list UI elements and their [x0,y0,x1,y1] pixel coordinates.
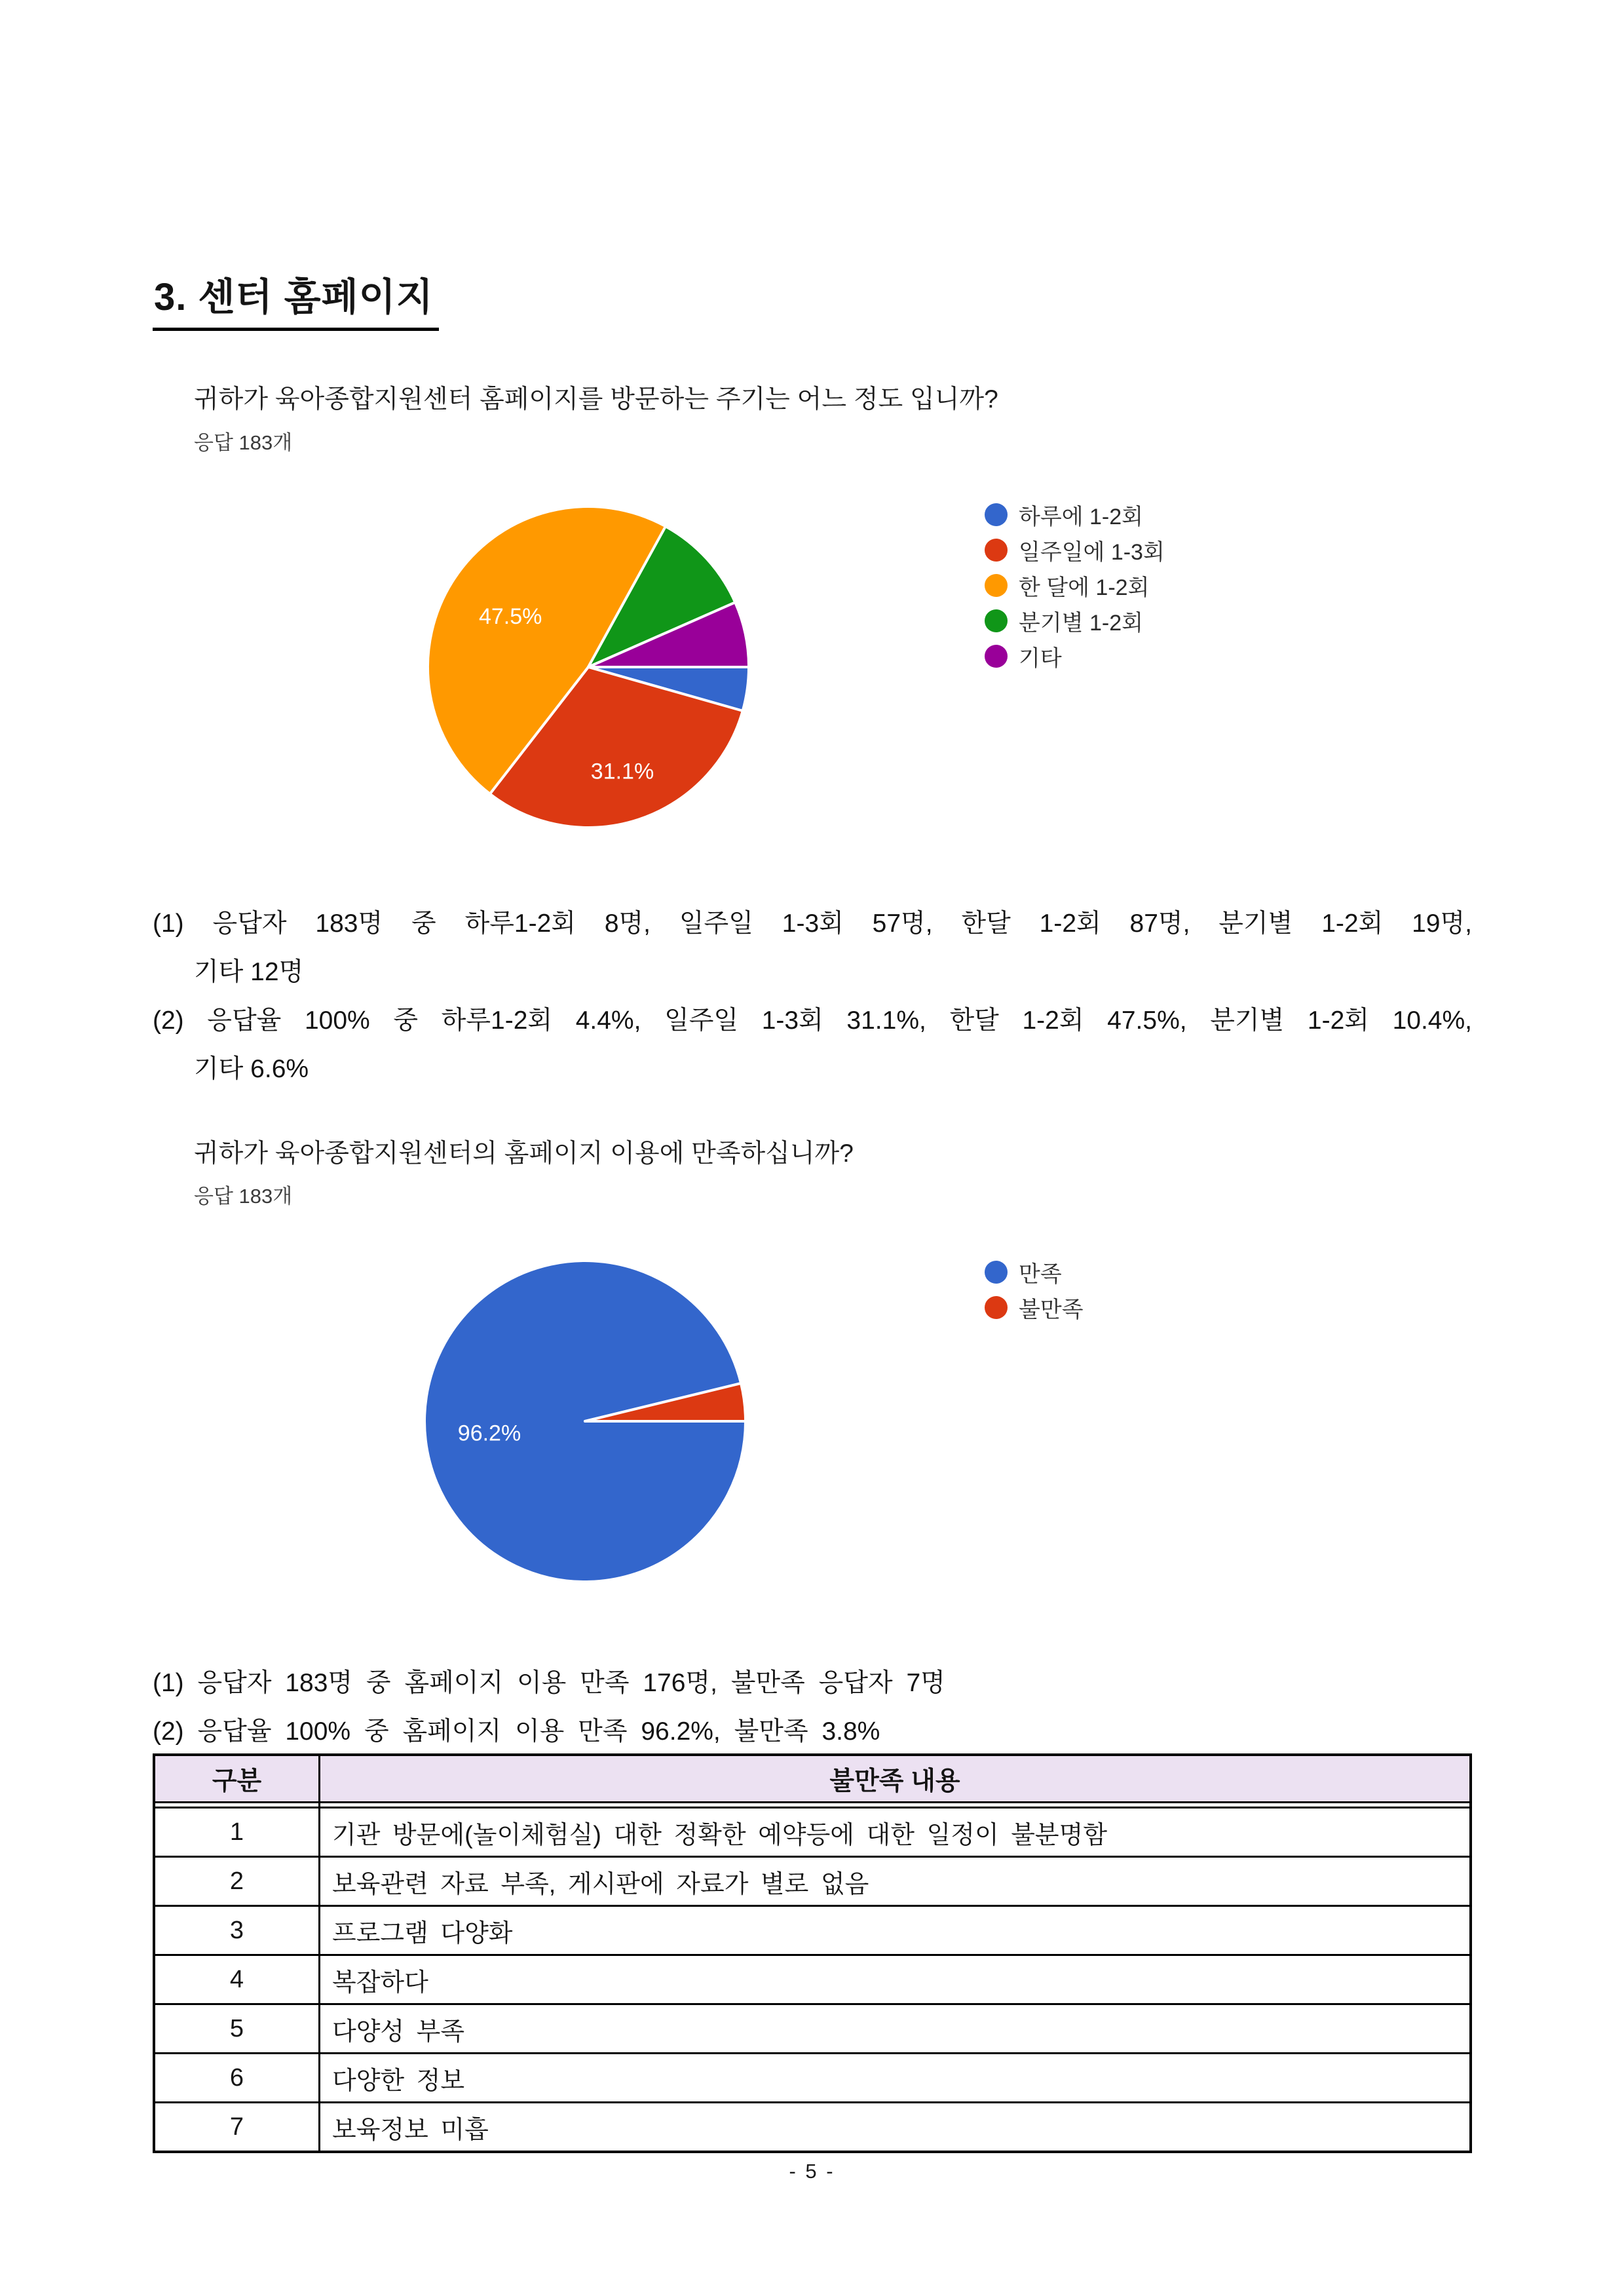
table-cell-number: 6 [154,2054,320,2103]
table-cell-content: 보육정보 미흡 [320,2103,1471,2152]
table-row [154,1857,1471,1906]
table-cell-content: 복잡하다 [320,1955,1471,2004]
table-cell-number: 4 [154,1955,320,2004]
note-line: (2) 응답율 100% 중 홈페이지 이용 만족 96.2%, 불만족 3.8% [153,1717,880,1746]
survey1-response-count: 응답 183개 [194,431,293,454]
table-row [154,2054,1471,2103]
legend-label: 분기별 1-2회 [1019,611,1143,636]
legend-item [985,503,1165,529]
table-header-content: 불만족 내용 [320,1755,1471,1803]
legend-label: 일주일에 1-3회 [1019,540,1165,565]
visit-frequency-legend [985,503,1165,671]
legend-label: 기타 [1019,646,1062,671]
legend-label: 한 달에 1-2회 [1019,575,1150,600]
table-row [154,1808,1471,1857]
page-number: - 5 - [789,2160,835,2183]
survey1-notes [153,900,1472,1094]
survey2-notes [153,1659,1472,1756]
table-cell-number: 7 [154,2103,320,2152]
table-row [154,2004,1471,2054]
pie-slice-percent-label: 31.1% [590,759,654,784]
legend-item [985,1296,1084,1322]
table-cell-number: 1 [154,1808,320,1857]
legend-color-dot-icon [985,539,1008,562]
legend-item [985,1261,1084,1287]
survey2-response-count: 응답 183개 [194,1185,293,1208]
table-header-row [154,1755,1471,1803]
table-cell-number: 2 [154,1857,320,1906]
legend-item [985,609,1165,636]
legend-color-dot-icon [985,645,1008,668]
satisfaction-pie-chart [421,1257,749,1585]
legend-color-dot-icon [985,609,1008,632]
section-heading: 3. 센터 홈페이지 [153,266,439,331]
table-header-divider [154,1803,1471,1808]
dissatisfaction-table [153,1753,1472,2153]
legend-item [985,574,1165,600]
table-cell-number: 5 [154,2004,320,2054]
satisfaction-legend [985,1261,1084,1322]
table-cell-content: 기관 방문에(놀이체험실) 대한 정확한 예약등에 대한 일정이 불분명함 [320,1808,1471,1857]
visit-frequency-pie-chart [425,503,752,831]
table-cell-number: 3 [154,1906,320,1955]
table-row [154,2103,1471,2152]
note-line: 기타 12명 [194,958,304,986]
legend-item [985,539,1165,565]
pie-slice-percent-label: 96.2% [457,1421,521,1446]
survey2-question: 귀하가 육아종합지원센터의 홈페이지 이용에 만족하십니까? [194,1139,854,1168]
legend-item [985,645,1165,671]
legend-label: 만족 [1019,1262,1062,1287]
table-cell-content: 보육관련 자료 부족, 게시판에 자료가 별로 없음 [320,1857,1471,1906]
table-cell-content: 다양한 정보 [320,2054,1471,2103]
table-row [154,1955,1471,2004]
note-line: (2) 응답율 100% 중 하루1-2회 4.4%, 일주일 1-3회 31.1%, 한달 1-2회 47.5%, 분기별 1-2회 10.4%, [153,1006,1472,1035]
legend-label: 하루에 1-2회 [1019,505,1143,529]
pie-slice-percent-label: 47.5% [478,604,542,629]
note-line: 기타 6.6% [194,1055,309,1083]
table-cell-content: 프로그램 다양화 [320,1906,1471,1955]
survey1-question: 귀하가 육아종합지원센터 홈페이지를 방문하는 주기는 어느 정도 입니까? [194,385,998,413]
legend-label: 불만족 [1019,1297,1084,1322]
legend-color-dot-icon [985,574,1008,597]
legend-color-dot-icon [985,1261,1008,1284]
note-line: (1) 응답자 183명 중 홈페이지 이용 만족 176명, 불만족 응답자 7명 [153,1669,945,1697]
table-header-category: 구분 [154,1755,320,1803]
legend-color-dot-icon [985,503,1008,526]
table-cell-content: 다양성 부족 [320,2004,1471,2054]
legend-color-dot-icon [985,1296,1008,1319]
note-line: (1) 응답자 183명 중 하루1-2회 8명, 일주일 1-3회 57명, 한달 1-2회 87명, 분기별 1-2회 19명, [153,909,1472,938]
table-row [154,1906,1471,1955]
